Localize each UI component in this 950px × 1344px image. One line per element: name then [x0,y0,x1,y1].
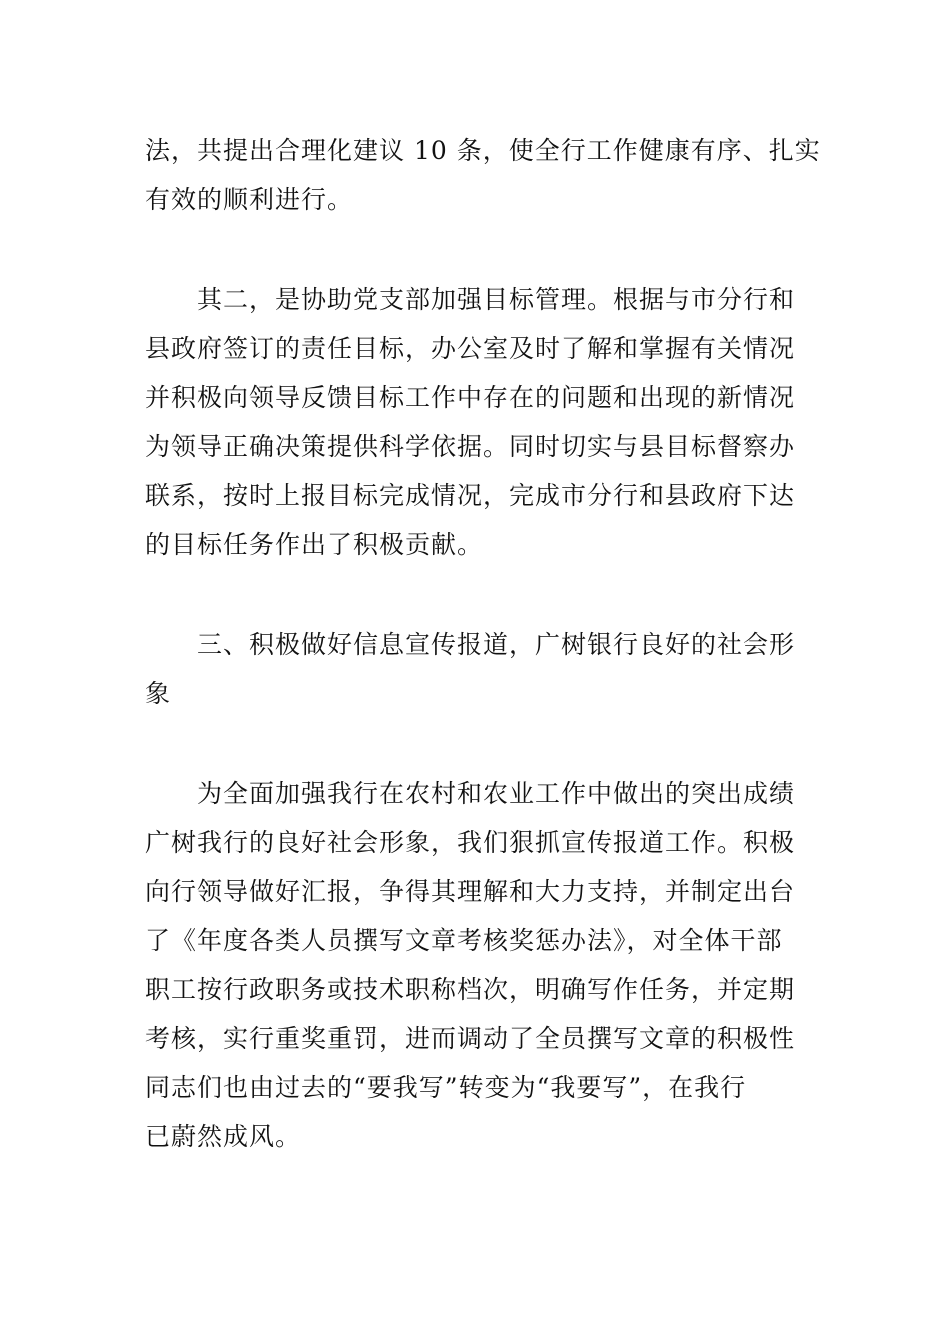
text-line: 县政府签订的责任目标，办公室及时了解和掌握有关情况 [145,334,796,363]
text-line: 职工按行政职务或技术职称档次，明确写作任务，并定期 [145,975,796,1004]
text-line: 为全面加强我行在农村和农业工作中做出的突出成绩 [197,779,796,808]
section-heading [145,620,815,718]
text-line: 考核，实行重奖重罚，进而调动了全员撰写文章的积极性 [145,1024,796,1053]
paragraph-target-management [145,275,815,569]
text-line: 其二，是协助党支部加强目标管理。根据与市分行和 [197,285,796,314]
text-line: 并积极向领导反馈目标工作中存在的问题和出现的新情况 [145,383,796,412]
text-line: 为领导正确决策提供科学依据。同时切实与县目标督察办 [145,432,796,461]
paragraph-publicity [145,769,815,1161]
text-line: 已蔚然成风。 [145,1122,302,1151]
text-line: 法，共提出合理化建议 10 条，使全行工作健康有序、扎实 [145,136,821,165]
text-line: 有效的顺利进行。 [145,185,354,214]
text-line: 联系，按时上报目标完成情况，完成市分行和县政府下达 [145,481,796,510]
text-line: 广树我行的良好社会形象，我们狠抓宣传报道工作。积极 [145,828,796,857]
text-line: 的目标任务作出了积极贡献。 [145,530,484,559]
text-line: 三、积极做好信息宣传报道，广树银行良好的社会形 [197,630,796,659]
text-line: 了《年度各类人员撰写文章考核奖惩办法》，对全体干部 [145,926,783,955]
text-line: 象 [145,679,172,708]
text-line: 同志们也由过去的“要我写”转变为“我要写”，在我行 [145,1073,747,1102]
paragraph-continuation [145,126,821,224]
text-line: 向行领导做好汇报，争得其理解和大力支持，并制定出台 [145,877,796,906]
